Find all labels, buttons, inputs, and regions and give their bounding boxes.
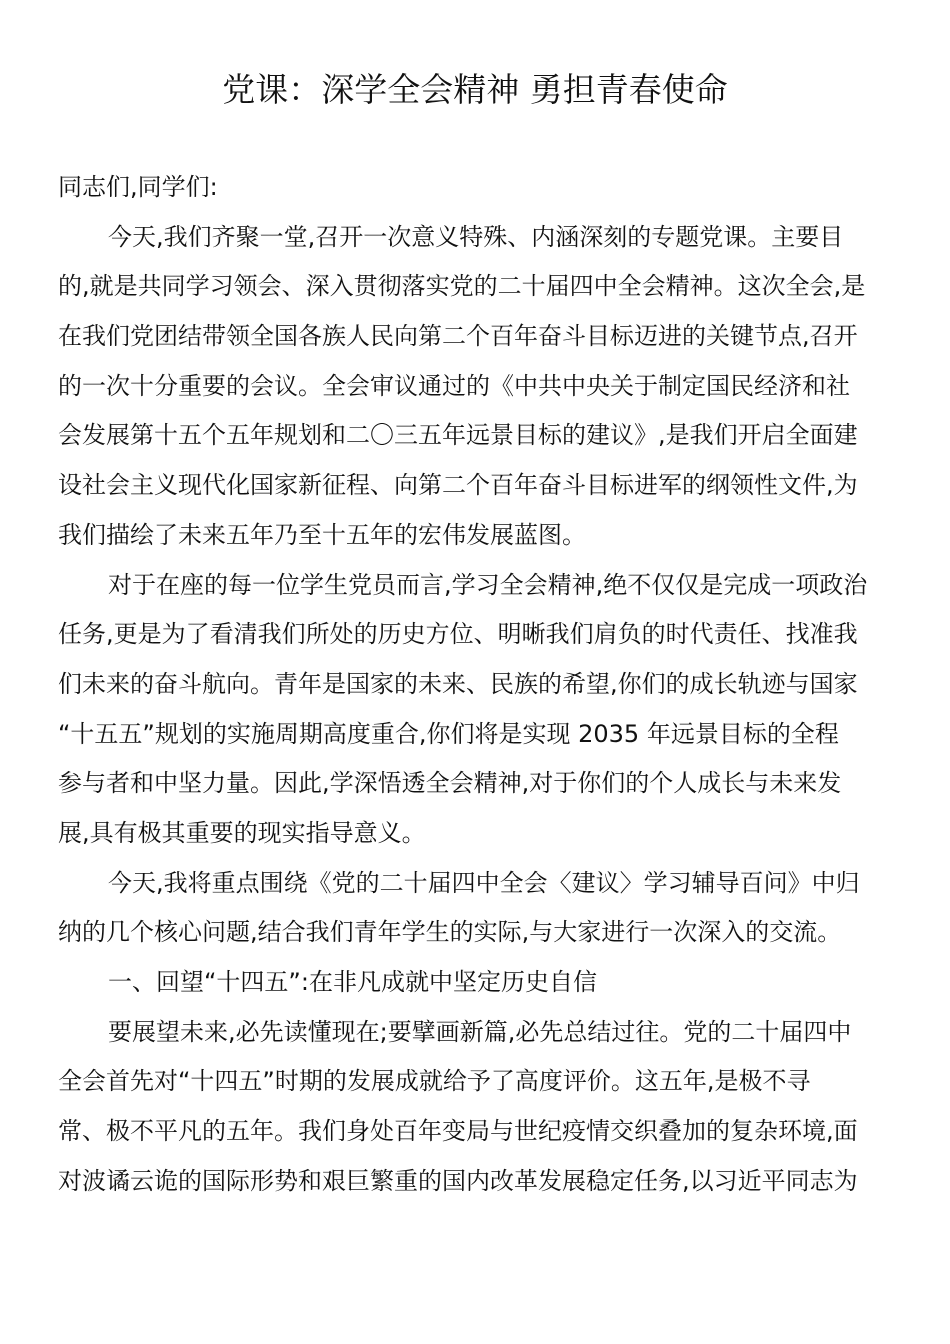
text-line: 在我们党团结带领全国各族人民向第二个百年奋斗目标迈进的关键节点,召开 xyxy=(58,322,858,351)
text-line: 的,就是共同学习领会、深入贯彻落实党的二十届四中全会精神。这次全会,是 xyxy=(58,272,866,301)
text-line: 要展望未来,必先读懂现在;要擘画新篇,必先总结过往。党的二十届四中 xyxy=(108,1017,852,1046)
text-line: 一、回望“十四五”:在非凡成就中坚定历史自信 xyxy=(108,968,597,996)
text-line: 参与者和中坚力量。因此,学深悟透全会精神,对于你们的个人成长与未来发 xyxy=(58,769,842,798)
text-line: 对波谲云诡的国际形势和艰巨繁重的国内改革发展稳定任务,以习近平同志为 xyxy=(58,1166,858,1195)
text-line: 全会首先对“十四五”时期的发展成就给予了高度评价。这五年,是极不寻 xyxy=(58,1067,811,1096)
text-line: 今天,我们齐聚一堂,召开一次意义特殊、内涵深刻的专题党课。主要目 xyxy=(108,222,844,251)
document-body xyxy=(58,163,892,1206)
text-line: 对于在座的每一位学生党员而言,学习全会精神,绝不仅仅是完成一项政治 xyxy=(108,570,868,599)
text-line: 会发展第十五个五年规划和二〇三五年远景目标的建议》,是我们开启全面建 xyxy=(58,421,858,450)
text-line: 展,具有极其重要的现实指导意义。 xyxy=(58,818,426,847)
text-line: 任务,更是为了看清我们所处的历史方位、明晰我们肩负的时代责任、找准我 xyxy=(58,620,858,649)
text-line: 们未来的奋斗航向。青年是国家的未来、民族的希望,你们的成长轨迹与国家 xyxy=(58,669,858,698)
text-line: 今天,我将重点围绕《党的二十届四中全会〈建议〉学习辅导百问》中归 xyxy=(108,868,860,897)
text-line: 设社会主义现代化国家新征程、向第二个百年奋斗目标进军的纲领性文件,为 xyxy=(58,471,858,500)
text-line: “十五五”规划的实施周期高度重合,你们将是实现 2035 年远景目标的全程 xyxy=(58,719,839,748)
text-line: 常、极不平凡的五年。我们身处百年变局与世纪疫情交织叠加的复杂环境,面 xyxy=(58,1117,858,1146)
text-line: 的一次十分重要的会议。全会审议通过的《中共中央关于制定国民经济和社 xyxy=(58,371,850,400)
text-line: 我们描绘了未来五年乃至十五年的宏伟发展蓝图。 xyxy=(58,520,586,549)
text-line: 纳的几个核心问题,结合我们青年学生的实际,与大家进行一次深入的交流。 xyxy=(58,918,842,947)
document-title: 党课：深学全会精神 勇担青春使命 xyxy=(222,70,728,109)
text-line: 同志们,同学们: xyxy=(58,173,218,201)
